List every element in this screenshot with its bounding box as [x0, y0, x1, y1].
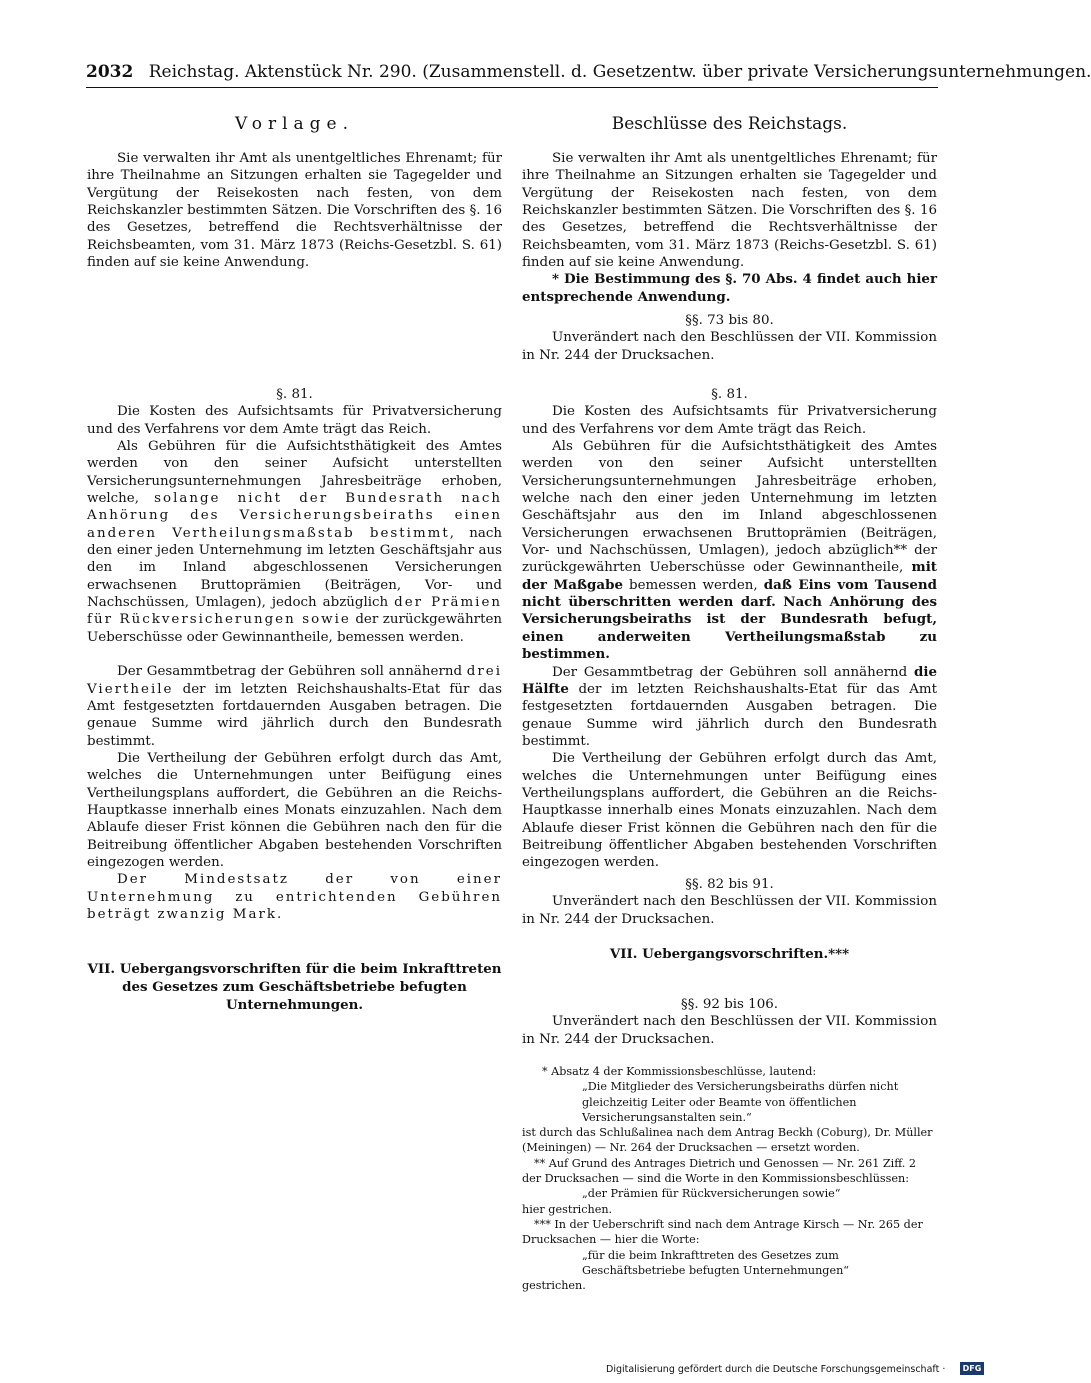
footnote-3-quote: „für die beim Inkrafttreten des Gesetzes zum Geschäftsbetriebe befugten Unternehmungen“ — [582, 1248, 850, 1277]
right-unchanged-1: Unverändert nach den Beschlüssen der VII. Kommission in Nr. 244 der Drucksachen. — [522, 330, 937, 363]
right-section-92-106 — [522, 996, 937, 1048]
left-81-b-part5: der zurückgewährten Ueberschüsse oder Gewinnantheile, bemessen werden. — [87, 612, 502, 645]
footnote-1-body: ist durch das Schlußalinea nach dem Antrag Beckh (Coburg), Dr. Müller (Meiningen) — Nr. 264 der Drucksachen — ersetzt worden. — [522, 1126, 933, 1155]
left-81-para-e: Der Mindestsatz der von einer Unternehmung zu entrichtenden Gebühren beträgt zwanzig Mark. — [87, 872, 502, 922]
left-81-b-part3: nach den einer jeden Unternehmung im letzten Geschäftsjahr aus den im Inland abgeschlossenen Versicherungen erwachsenen Bruttoprämien (Beiträgen, Vor- und Nachschüssen, Umlagen), jedoch abzüglich — [87, 525, 502, 611]
footnote-3-body: gestrichen. — [522, 1279, 586, 1293]
footnote-2-quote: „der Prämien für Rückversicherungen sowie“ — [582, 1187, 841, 1201]
left-81-para-c — [87, 663, 502, 750]
right-81-b-bold: mit der Maßgabe — [522, 559, 937, 593]
right-81-b-part1: Als Gebühren für die Aufsichtsthätigkeit des Amtes werden von den seiner Aufsicht unterstellten Versicherungsunternehmungen Jahresbeiträge erhoben, welche nach den einer jeden Unternehmung im letzten Geschäftsjahr aus den im Inland abgeschlossenen Versicherungen erwachsenen Bruttoprämien (Beiträgen, Vor- und Nachschüssen, Umlagen), jedoch abzüglich** der zurückgewährten Ueberschüsse oder Gewinnantheile, — [522, 439, 937, 576]
left-81-para-a: Die Kosten des Aufsichtsamts für Privatversicherung und des Verfahrens vor dem Amte trägt das Reich. — [87, 404, 502, 437]
left-section-81-heading: §. 81. — [276, 387, 313, 402]
left-81-b-spaced2: der Prämien für Rückversicherungen sowie — [87, 595, 502, 628]
right-81-para-c — [522, 664, 937, 751]
left-column-top — [87, 112, 502, 271]
left-section-7-heading: VII. Uebergangsvorschriften für die beim Inkrafttreten des Gesetzes zum Geschäftsbetriebe befugten Unternehmungen. — [87, 961, 502, 1013]
left-81-b-spaced: solange nicht der Bundesrath nach Anhörung des Versicherungsbeiraths einen anderen Vertheilungsmaßstab bestimmt, — [87, 491, 503, 541]
right-section-82-91 — [522, 876, 937, 928]
right-column-top — [522, 112, 937, 364]
right-section-92-106-heading: §§. 92 bis 106. — [681, 997, 778, 1012]
running-header — [86, 60, 1091, 88]
right-81-para-a: Die Kosten des Aufsichtsamts für Privatversicherung und des Verfahrens vor dem Amte trägt das Reich. — [522, 404, 937, 437]
right-section-73-80: §§. 73 bis 80. — [685, 313, 774, 329]
right-section-81 — [522, 386, 937, 872]
left-paragraph-1: Sie verwalten ihr Amt als unentgeltliches Ehrenamt; für ihre Theilnahme an Sitzungen erhalten sie Tagegelder und Vergütung der Reisekosten nach festen, von dem Reichskanzler bestimmten Sätzen. Die Vorschriften des §. 16 des Gesetzes, betreffend die Rechtsverhältnisse der Reichsbeamten, vom 31. März 1873 (Reichs-Gesetzbl. S. 61) finden auf sie keine Anwendung. — [87, 151, 502, 271]
left-81-b-part1: Als Gebühren für die Aufsichtsthätigkeit des Amtes werden von den seiner Aufsicht unterstellten Versicherungsunternehmungen Jahresbeiträge erhoben, welche, — [87, 439, 502, 507]
right-81-c-part3: der im letzten Reichshaushalts-Etat für das Amt festgesetzten fortdauernden Ausgaben betragen. Die genaue Summe wird jährlich durch den Bundesrath bestimmt. — [522, 681, 937, 749]
right-section-7-heading: VII. Uebergangsvorschriften.*** — [609, 946, 850, 962]
footnote-3-intro: *** In der Ueberschrift sind nach dem Antrage Kirsch — Nr. 265 der Drucksachen — hier die Worte: — [522, 1217, 923, 1247]
right-81-para-d: Die Vertheilung der Gebühren erfolgt durch das Amt, welches die Unternehmungen unter Beifügung eines Vertheilungsplans auffordert, die Gebühren an die Reichs-Hauptkasse innerhalb eines Monats einzuzahlen. Nach dem Ablaufe dieser Frist können die Gebühren nach den für die Beitreibung öffentlicher Abgaben bestehenden Vorschriften eingezogen werden. — [522, 751, 937, 871]
right-section-82-91-heading: §§. 82 bis 91. — [685, 877, 774, 892]
left-81-c-part1: Der Gesammtbetrag der Gebühren soll annähernd — [117, 664, 463, 680]
left-81-para-b — [87, 438, 502, 646]
right-81-para-b — [522, 438, 937, 663]
running-title: Reichstag. Aktenstück Nr. 290. (Zusammenstell. d. Gesetzentw. über private Versicherungsunternehmungen. — [148, 62, 1091, 82]
right-section-81-heading: §. 81. — [711, 387, 748, 402]
left-81-c-part3: der im letzten Reichshaushalts-Etat für das Amt festgesetzten fortdauernden Ausgaben betragen. Die genaue Summe wird jährlich durch den Bundesrath bestimmt. — [87, 681, 502, 749]
footnotes — [522, 1064, 937, 1293]
footnote-1-intro: * Absatz 4 der Kommissionsbeschlüsse, lautend: — [542, 1065, 817, 1078]
left-81-para-d: Die Vertheilung der Gebühren erfolgt durch das Amt, welches die Unternehmungen unter Beifügung eines Vertheilungsplans auffordert, die Gebühren an die Reichs-Hauptkasse innerhalb eines Monats einzuzahlen. Nach dem Ablaufe dieser Frist können die Gebühren nach den für die Beitreibung öffentlicher Abgaben bestehenden Vorschriften eingezogen werden. — [87, 750, 502, 870]
right-81-b-bold2: daß Eins vom Tausend nicht überschritten werden darf. Nach Anhörung des Versicherungsbeiraths ist der Bundesrath befugt, einen anderweiten Vertheilungsmaßstab zu bestimmen. — [522, 576, 937, 663]
right-unchanged-3: Unverändert nach den Beschlüssen der VII. Kommission in Nr. 244 der Drucksachen. — [522, 1014, 937, 1047]
footnote-1-quote: „Die Mitglieder des Versicherungsbeiraths dürfen nicht gleichzeitig Leiter oder Beamte von öffentlichen Versicherungsanstalten sein.“ — [582, 1080, 899, 1124]
left-81-c-spaced: drei Viertheile — [87, 664, 502, 697]
digitization-credit: Digitalisierung gefördert durch die Deutsche Forschungsgemeinschaft · — [606, 1364, 946, 1375]
footnote-2-intro: ** Auf Grund des Antrages Dietrich und Genossen — Nr. 261 Ziff. 2 der Drucksachen — sind die Worte in den Kommissionsbeschlüssen: — [522, 1156, 917, 1186]
right-81-c-part1: Der Gesammtbetrag der Gebühren soll annähernd — [552, 664, 908, 680]
right-paragraph-1: Sie verwalten ihr Amt als unentgeltliches Ehrenamt; für ihre Theilnahme an Sitzungen erhalten sie Tagegelder und Vergütung der Reisekosten nach festen, von dem Reichskanzler bestimmten Sätzen. Die Vorschriften des §. 16 des Gesetzes, betreffend die Rechtsverhältnisse der Reichsbeamten, vom 31. März 1873 (Reichs-Gesetzbl. S. 61) finden auf sie keine Anwendung. — [522, 151, 937, 271]
page-number: 2032 — [86, 62, 134, 82]
right-unchanged-2: Unverändert nach den Beschlüssen der VII. Kommission in Nr. 244 der Drucksachen. — [522, 894, 937, 927]
right-81-b-part3: bemessen werden, — [629, 577, 758, 593]
dfg-logo: DFG — [960, 1362, 984, 1375]
right-column-title: Beschlüsse des Reichstags. — [611, 114, 848, 134]
footnote-2-body: hier gestrichen. — [522, 1202, 613, 1216]
right-81-c-bold: die Hälfte — [522, 663, 937, 697]
right-paragraph-2: * Die Bestimmung des §. 70 Abs. 4 findet auch hier entsprechende Anwendung. — [522, 271, 937, 305]
left-column-title: Vorlage. — [235, 114, 354, 134]
left-section-81 — [87, 386, 502, 923]
